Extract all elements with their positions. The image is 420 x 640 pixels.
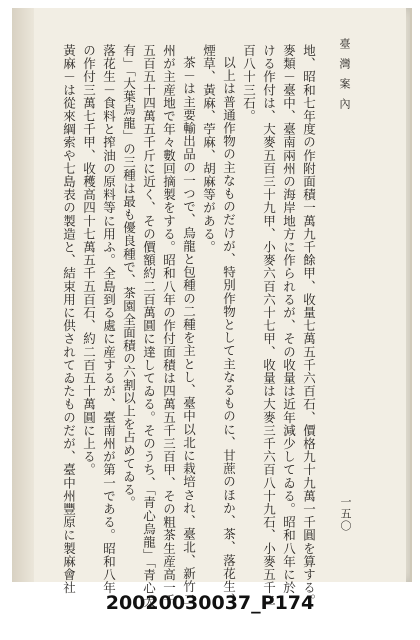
- body-column-7: 茶－は主要輸出品の一つで、烏龍と包種の二種を主とし、臺中以北に栽培され、臺北、新竹二: [181, 56, 197, 607]
- running-header: 臺灣案內: [338, 38, 351, 118]
- page-number: 一五〇: [339, 496, 352, 532]
- body-column-13: 黃麻－は從來綱索や七島表の製造と、結束用に供されてゐたものだが、臺中州豐原に製麻會社: [61, 44, 77, 595]
- body-column-4: 百八十三石。: [241, 44, 257, 123]
- catalog-label: 20020030037_P174: [105, 592, 315, 614]
- body-column-9: 五百五十四萬五千斤に近く、その價額約二百萬圓に達してゐる。そのうち、「青心烏龍」「青心大: [141, 44, 157, 608]
- body-column-2: 麥類－臺中、臺南兩州の海岸地方に作られるが、その收量は近年減少してゐる。昭和八年に於: [281, 44, 297, 595]
- body-column-3: ける作付は、大麥五百三十九甲、小麥六百六十七甲、收量は大麥三千六百八十九石、小麥五千二: [261, 44, 277, 608]
- body-column-11: 落花生－食料と搾油の原料等に用ふ。全島到る處に産するが、臺南州が第一である。昭和八年: [101, 44, 117, 595]
- body-column-1: 地、昭和七年度の作附面積一萬九千餘甲、收量七萬五千六百石、價格九十九萬一千圓を算する。: [301, 44, 317, 608]
- body-column-10: 有」「大葉烏龍」の三種は最も優良種で、茶園全面積の六割以上を占めてゐる。: [121, 44, 137, 510]
- body-column-6: 煙草、黃麻、苧麻、胡麻等がある。: [201, 44, 217, 254]
- body-column-5: 以上は普通作物の主なものだけが、特別作物として主なるものに、甘蔗のほか、茶、落花生、: [221, 56, 237, 607]
- body-column-12: の作付三萬七千甲、收穫高四十七萬五千五百石、約二百五十萬圓に上る。: [81, 44, 97, 477]
- body-column-8: 州が主産地で年々數回摘製をする。昭和八年の作付面積は四萬五千三百甲、その粗茶生産高一千: [161, 44, 177, 608]
- book-gutter: [12, 8, 34, 582]
